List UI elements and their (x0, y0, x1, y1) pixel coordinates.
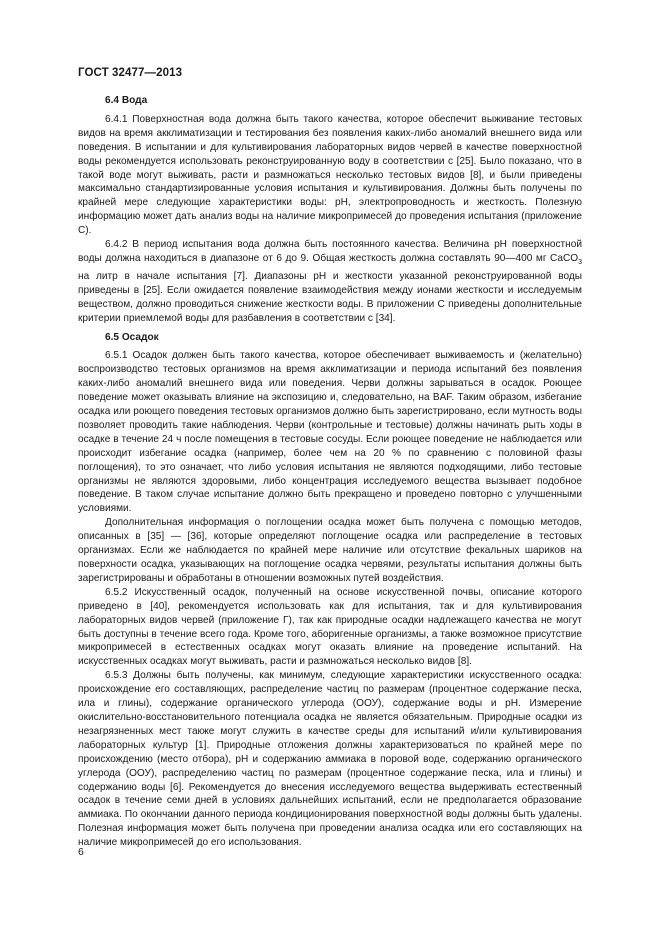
paragraph-6-5-1-additional: Дополнительная информация о поглощении осадка может быть получена с помощью методов, описанных в [35] — [36], которые определяют поглощение осадка или распределение в тестовых организмах. Если же наблюдается по крайней мере наличие или отсутствие фекальных шариков на поверхности осадка, указывающих на поглощение осадка червями, результаты испытания должны быть зарегистрированы и обработаны в отношении возможных путей воздействия. (78, 517, 582, 584)
paragraph-6-5-3: 6.5.3 Должны быть получены, как минимум, следующие характеристики искусственного осадка: происхождение его составляющих, распределение частиц по размерам (процентное содержание песка, ила и глины), содержание органического углерода (ООУ), содержание воды и pH. Измерение окислительно-восстановительного потенциала осадка не является обязательным. Природные осадки из незагрязненных мест также могут служить в качестве среды для испытаний и/или культивирования лабораторных культур [1]. Природные отложения должны характеризоваться по крайней мере по происхождению (место отбора), pH и содержанию аммиака в поровой воде, содержанию органического углерода (ООУ), распределению частиц по размерам (процентное содержание песка, ила и глины) и содержанию воды [6]. Рекомендуется до внесения исследуемого вещества выдерживать естественный осадок в течение семи дней в условиях дальнейших испытаний, если не предполагается образование аммиака. По окончании данного периода кондиционирования поверхностной воды должны быть удалены. Полезная информация может быть получена при проведении анализа осадка или его составляющих на наличие микропримесей до его использования. (78, 670, 582, 849)
paragraph-6-4-2-end: на литр в начале испытания [7]. Диапазоны pH и жесткости указанной реконструированной воды приведены в [25]. Если ожидается появление взаимодействия между ионами жесткости и исследуемым веществом, должно проводиться снижение жесткости воды. В приложении С приведены дополнительные критерии приемлемой воды для разбавления в соответствии с [34]. (78, 270, 582, 324)
paragraph-6-5-1: 6.5.1 Осадок должен быть такого качества, которое обеспечивает выживаемость и (желательно) воспроизводство тестовых организмов на время акклиматизации и периода испытаний без появления каких-либо аномалий внешнего вида или поведения. Черви должны зарываться в осадок. Роющее поведение может оказывать влияние на экспозицию и, следовательно, на BAF. Таким образом, избегание осадка или роющего поведения тестовых организмов должно быть зарегистрировано, если мутность воды позволяет проводить такие наблюдения. Черви (контрольные и тестовые) должны начинать рыть ходы в осадке в течение 24 ч после помещения в тестовые сосуды. Если роющее поведение не наблюдается или происходит избегание осадка (например, более чем на 20 % по сравнению с половиной фазы поглощения), то это означает, что либо условия испытания не являются подходящими, либо тестовые организмы не являются здоровыми, либо концентрация исследуемого вещества вызывает подобное поведение. В таком случае испытание должно быть прекращено и проведено повторно с улучшенными условиями. (78, 350, 582, 515)
paragraph-6-4-2-start: 6.4.2 В период испытания вода должна быть постоянного качества. Величина pH поверхностной воды должна находиться в диапазоне от 6 до 9. Общая жесткость должна составлять 90—400 мг CaCO (78, 239, 582, 264)
section-heading-6-5: 6.5 Осадок (105, 331, 159, 343)
document-body (78, 94, 582, 850)
paragraph-6-5-2: 6.5.2 Искусственный осадок, полученный на основе искусственной почвы, описание которого приведено в [40], рекомендуется использовать как для испытания, так и для культивирования лабораторных видов червей (приложение Г), так как природные осадки надлежащего качества не могут быть доступны в течение всего года. Кроме того, аборигенные организмы, а также возможное присутствие микропримесей в естественных осадках могут оказать влияние на проведение испытаний. На искусственных осадках могут выживать, расти и размножаться несколько видов [8]. (78, 586, 582, 668)
caco3-subscript: 3 (578, 258, 582, 266)
page-number: 6 (78, 846, 84, 858)
section-heading-6-4: 6.4 Вода (105, 95, 148, 106)
document-code: ГОСТ 32477—2013 (78, 67, 183, 79)
paragraph-6-4-2 (78, 238, 582, 325)
paragraph-6-4-1: 6.4.1 Поверхностная вода должна быть такого качества, которое обеспечит выживание тестовых видов на время акклиматизации и тестирования без появления каких-либо аномалий внешнего вида или поведения. В испытании и для культивирования лабораторных видов червей в качестве поверхностной воды рекомендуется использовать реконструированную воду в соответствии с [25]. Было показано, что в такой воде могут выживать, расти и размножаться несколько тестовых видов [8], и были приведены максимально стандартизированные условия испытания и культивирования. Должны быть получены по крайней мере следующие характеристики воды: pH, электропроводность и жесткость. Полезную информацию может дать анализ воды на наличие микропримесей до проведения испытания (приложение С). (78, 113, 582, 237)
